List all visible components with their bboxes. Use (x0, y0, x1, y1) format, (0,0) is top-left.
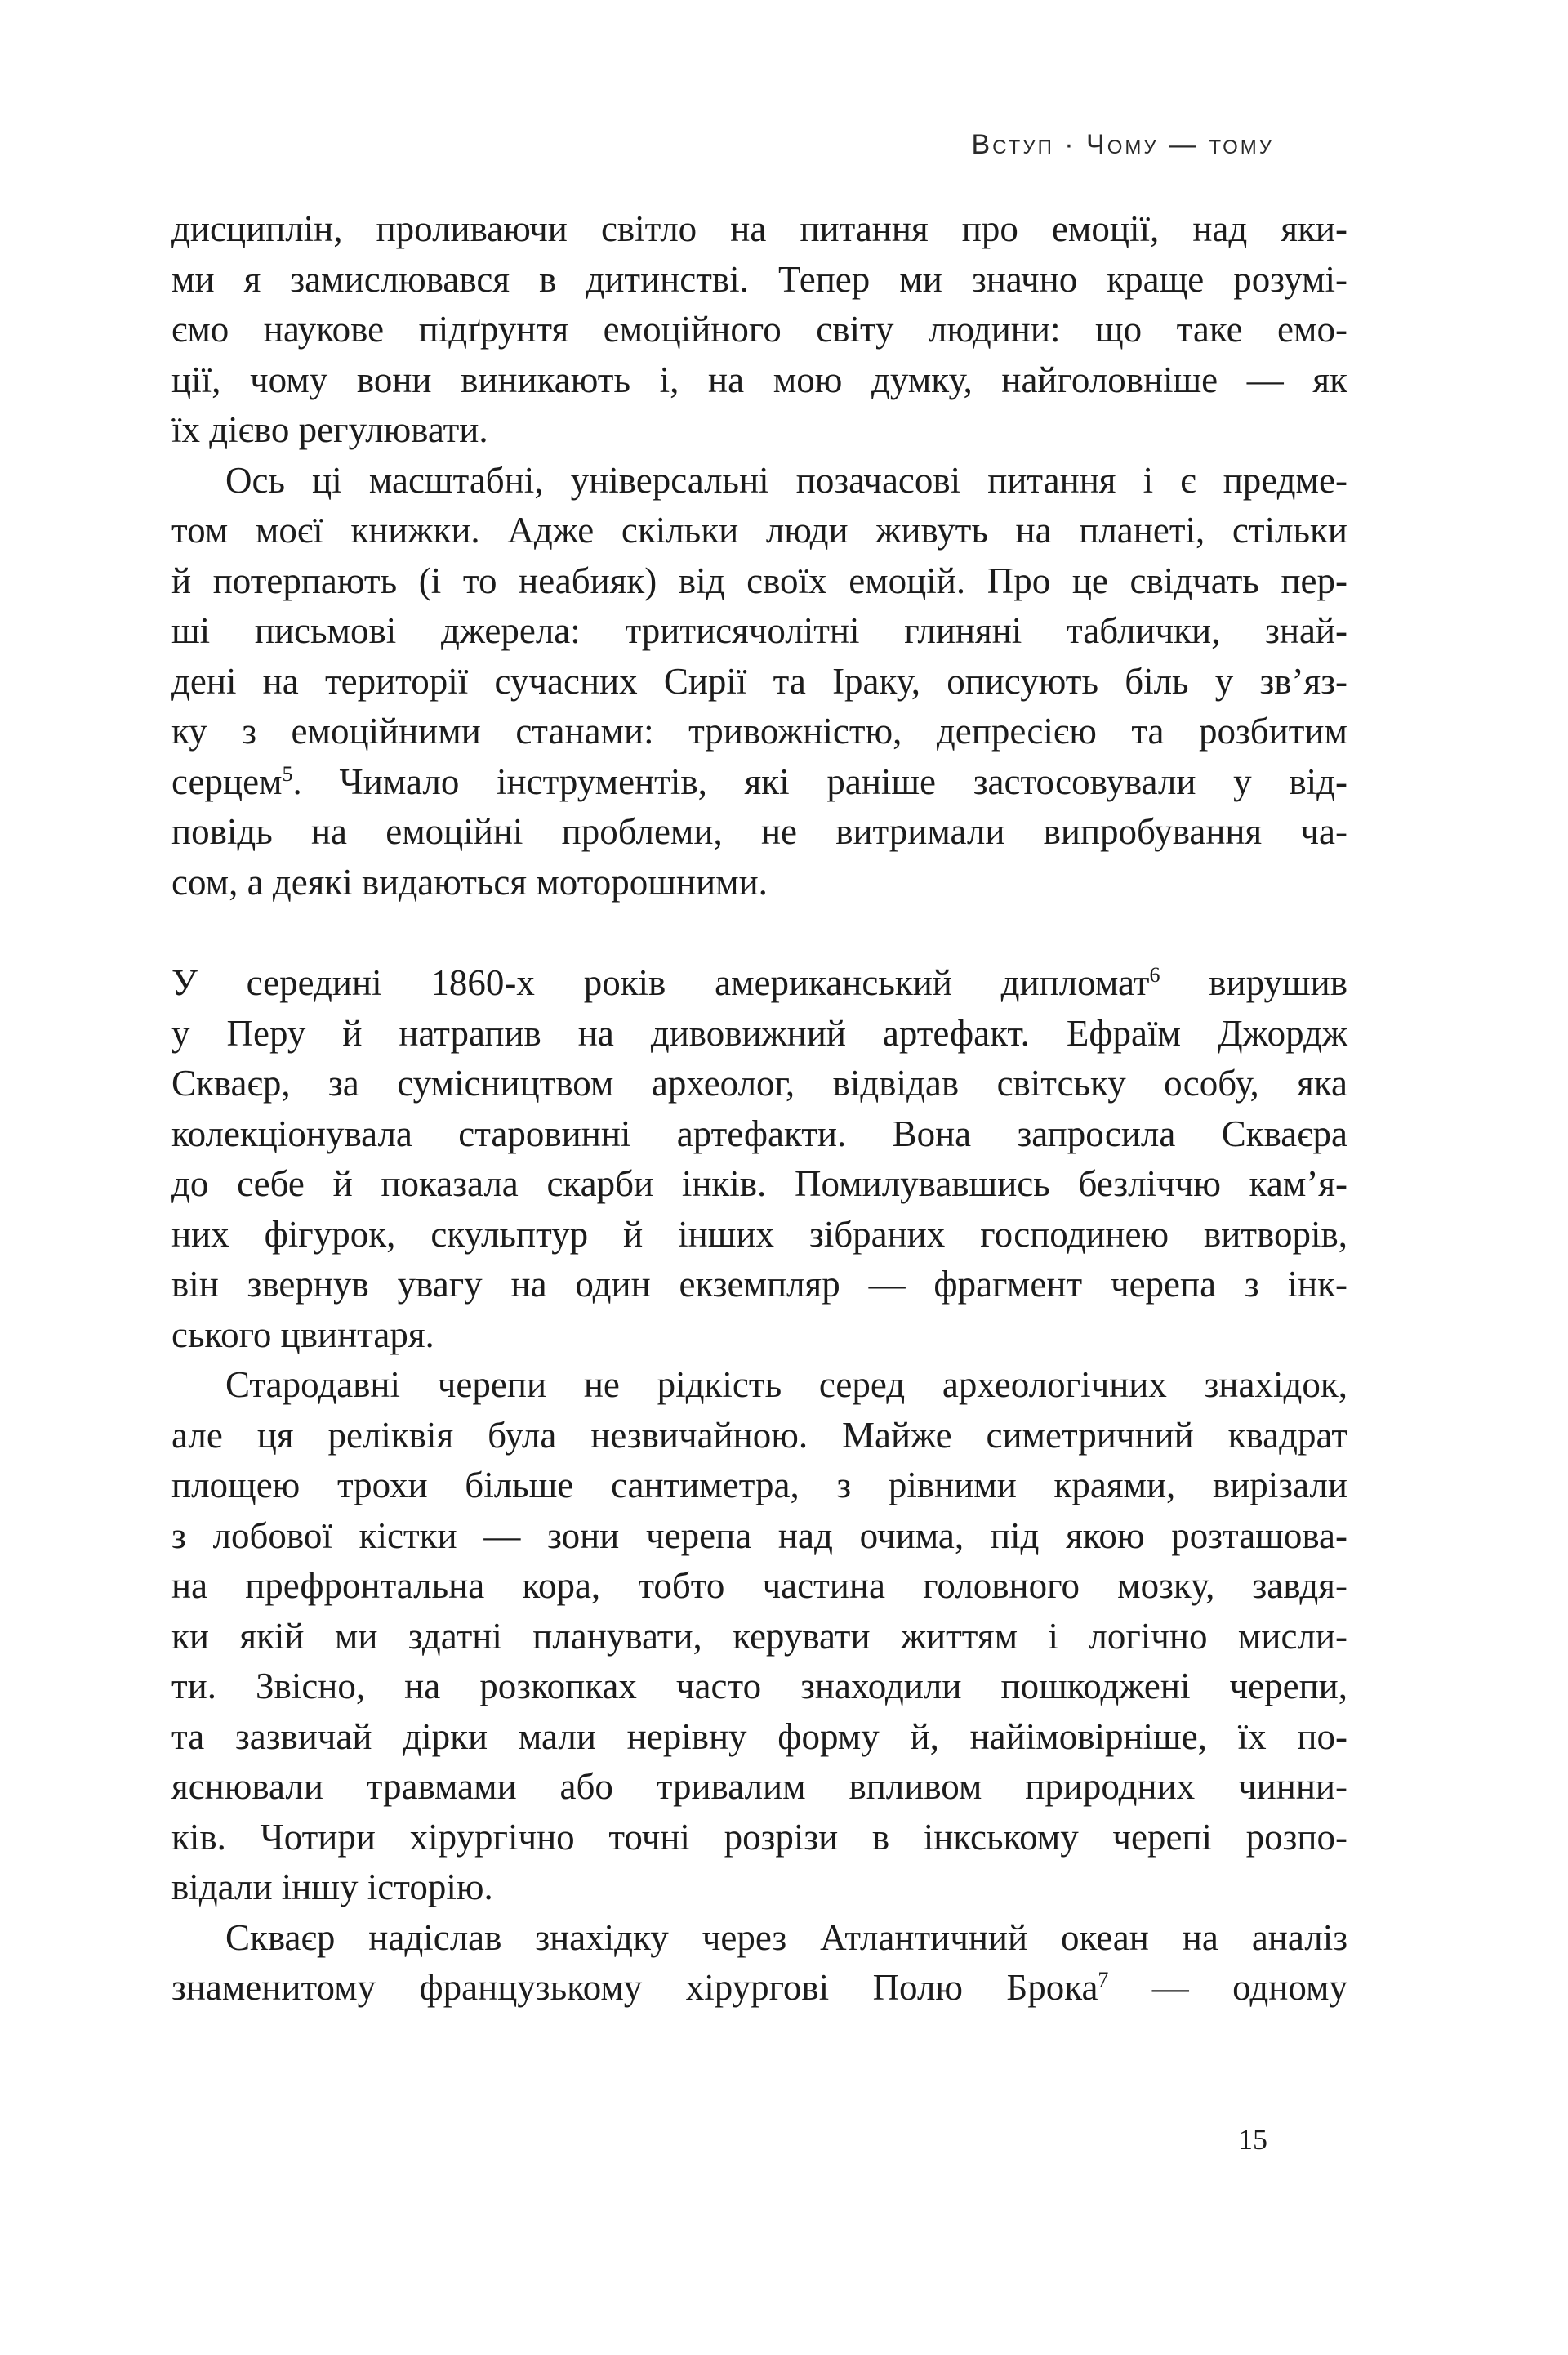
footnote-ref: 5 (282, 761, 293, 786)
text-line: ки якій ми здатні планувати, керувати життям і логічно мисли- (172, 1615, 1348, 1657)
text-line: ку з емоційними станами: тривожністю, депресією та розбитим (172, 711, 1348, 752)
text-line: у Перу й натрапив на дивовижний артефакт. Ефраїм Джордж (172, 1012, 1348, 1054)
text-line: них фігурок, скульптур й інших зібраних господинею витворів, (172, 1213, 1348, 1255)
running-header: Вступ · Чому — тому (971, 129, 1274, 160)
text-line: ції, чому вони виникають і, на мою думку, найголовніше — як (172, 359, 1348, 400)
text-line: до себе й показала скарби інків. Помилувавшись безліччю кам’я- (172, 1163, 1348, 1204)
section-break (172, 908, 1348, 958)
text-line: яснювали травмами або тривалим впливом природних чинни- (172, 1766, 1348, 1807)
text-line: ти. Звісно, на розкопках часто знаходили пошкоджені черепи, (172, 1666, 1348, 1706)
paragraph-2 (172, 456, 1348, 908)
text-line-with-footnote: знаменитому французькому хірургові Полю Брока$^7$ — одному (172, 1967, 1348, 2008)
text-line: їх дієво регулювати. (172, 409, 488, 450)
text-line: відали іншу історію. (172, 1867, 493, 1907)
text-line: з лобової кістки — зони черепа над очима, під якою розташова- (172, 1514, 1348, 1556)
text-line: та зазвичай дірки мали нерівну форму й, найімовірніше, їх по- (172, 1715, 1348, 1757)
text-line-with-footnote: серцем$^5$. Чимало інструментів, які раніше застосовували у від- (172, 760, 1348, 802)
footnote-ref: 7 (1098, 1968, 1109, 1991)
text-line: він звернув увагу на один екземпляр — фрагмент черепа з інк- (172, 1264, 1348, 1305)
text-line: але ця реліквія була незвичайною. Майже симетричний квадрат (172, 1414, 1348, 1456)
footnote-ref: 6 (1149, 963, 1160, 987)
text-line: Ось ці масштабні, універсальні позачасові питання і є предме- (225, 459, 1348, 501)
text-line: площею трохи більше сантиметра, з рівними краями, вирізали (172, 1465, 1348, 1505)
paragraph-1 (172, 204, 1348, 456)
text-line: том моєї книжки. Адже скільки люди живуть на планеті, стільки (172, 510, 1348, 551)
text-line: Скваєр, за сумісництвом археолог, відвідав світську особу, яка (172, 1063, 1348, 1104)
paragraph-3 (172, 958, 1348, 1360)
text-line: колекціонувала старовинні артефакти. Вона запросила Скваєра (172, 1113, 1348, 1154)
text-line: ємо наукове підґрунтя емоційного світу людини: що таке емо- (172, 309, 1348, 350)
text-line: ми я замислювався в дитинстві. Тепер ми значно краще розумі- (172, 258, 1348, 300)
text-line: сом, а деякі видаються моторошними. (172, 861, 768, 903)
text-line: ків. Чотири хірургічно точні розрізи в інкському черепі розпо- (172, 1816, 1348, 1858)
text-line-with-footnote: У середині 1860-х років американський дипломат$^6$ вирушив (172, 962, 1348, 1003)
text-line: Стародавні черепи не рідкість серед археологічних знахідок, (225, 1364, 1348, 1405)
paragraph-5 (172, 1913, 1348, 2014)
body-text (172, 204, 1348, 2014)
paragraph-4 (172, 1360, 1348, 1913)
text-line: ського цвинтаря. (172, 1314, 434, 1355)
text-line: Скваєр надіслав знахідку через Атлантичний океан на аналіз (225, 1916, 1348, 1958)
page-number: 15 (1238, 2123, 1267, 2156)
text-line: дисциплін, проливаючи світло на питання про емоції, над яки- (172, 208, 1348, 249)
text-line: ші письмові джерела: тритисячолітні глиняні таблички, знай- (172, 610, 1348, 651)
text-line: й потерпають (і то неабияк) від своїх емоцій. Про це свідчать пер- (172, 560, 1348, 601)
text-line: на префронтальна кора, тобто частина головного мозку, завдя- (172, 1565, 1348, 1606)
text-line: повідь на емоційні проблеми, не витримали випробування ча- (172, 811, 1348, 852)
text-line: дені на території сучасних Сирії та Іраку, описують біль у зв’яз- (172, 660, 1348, 702)
